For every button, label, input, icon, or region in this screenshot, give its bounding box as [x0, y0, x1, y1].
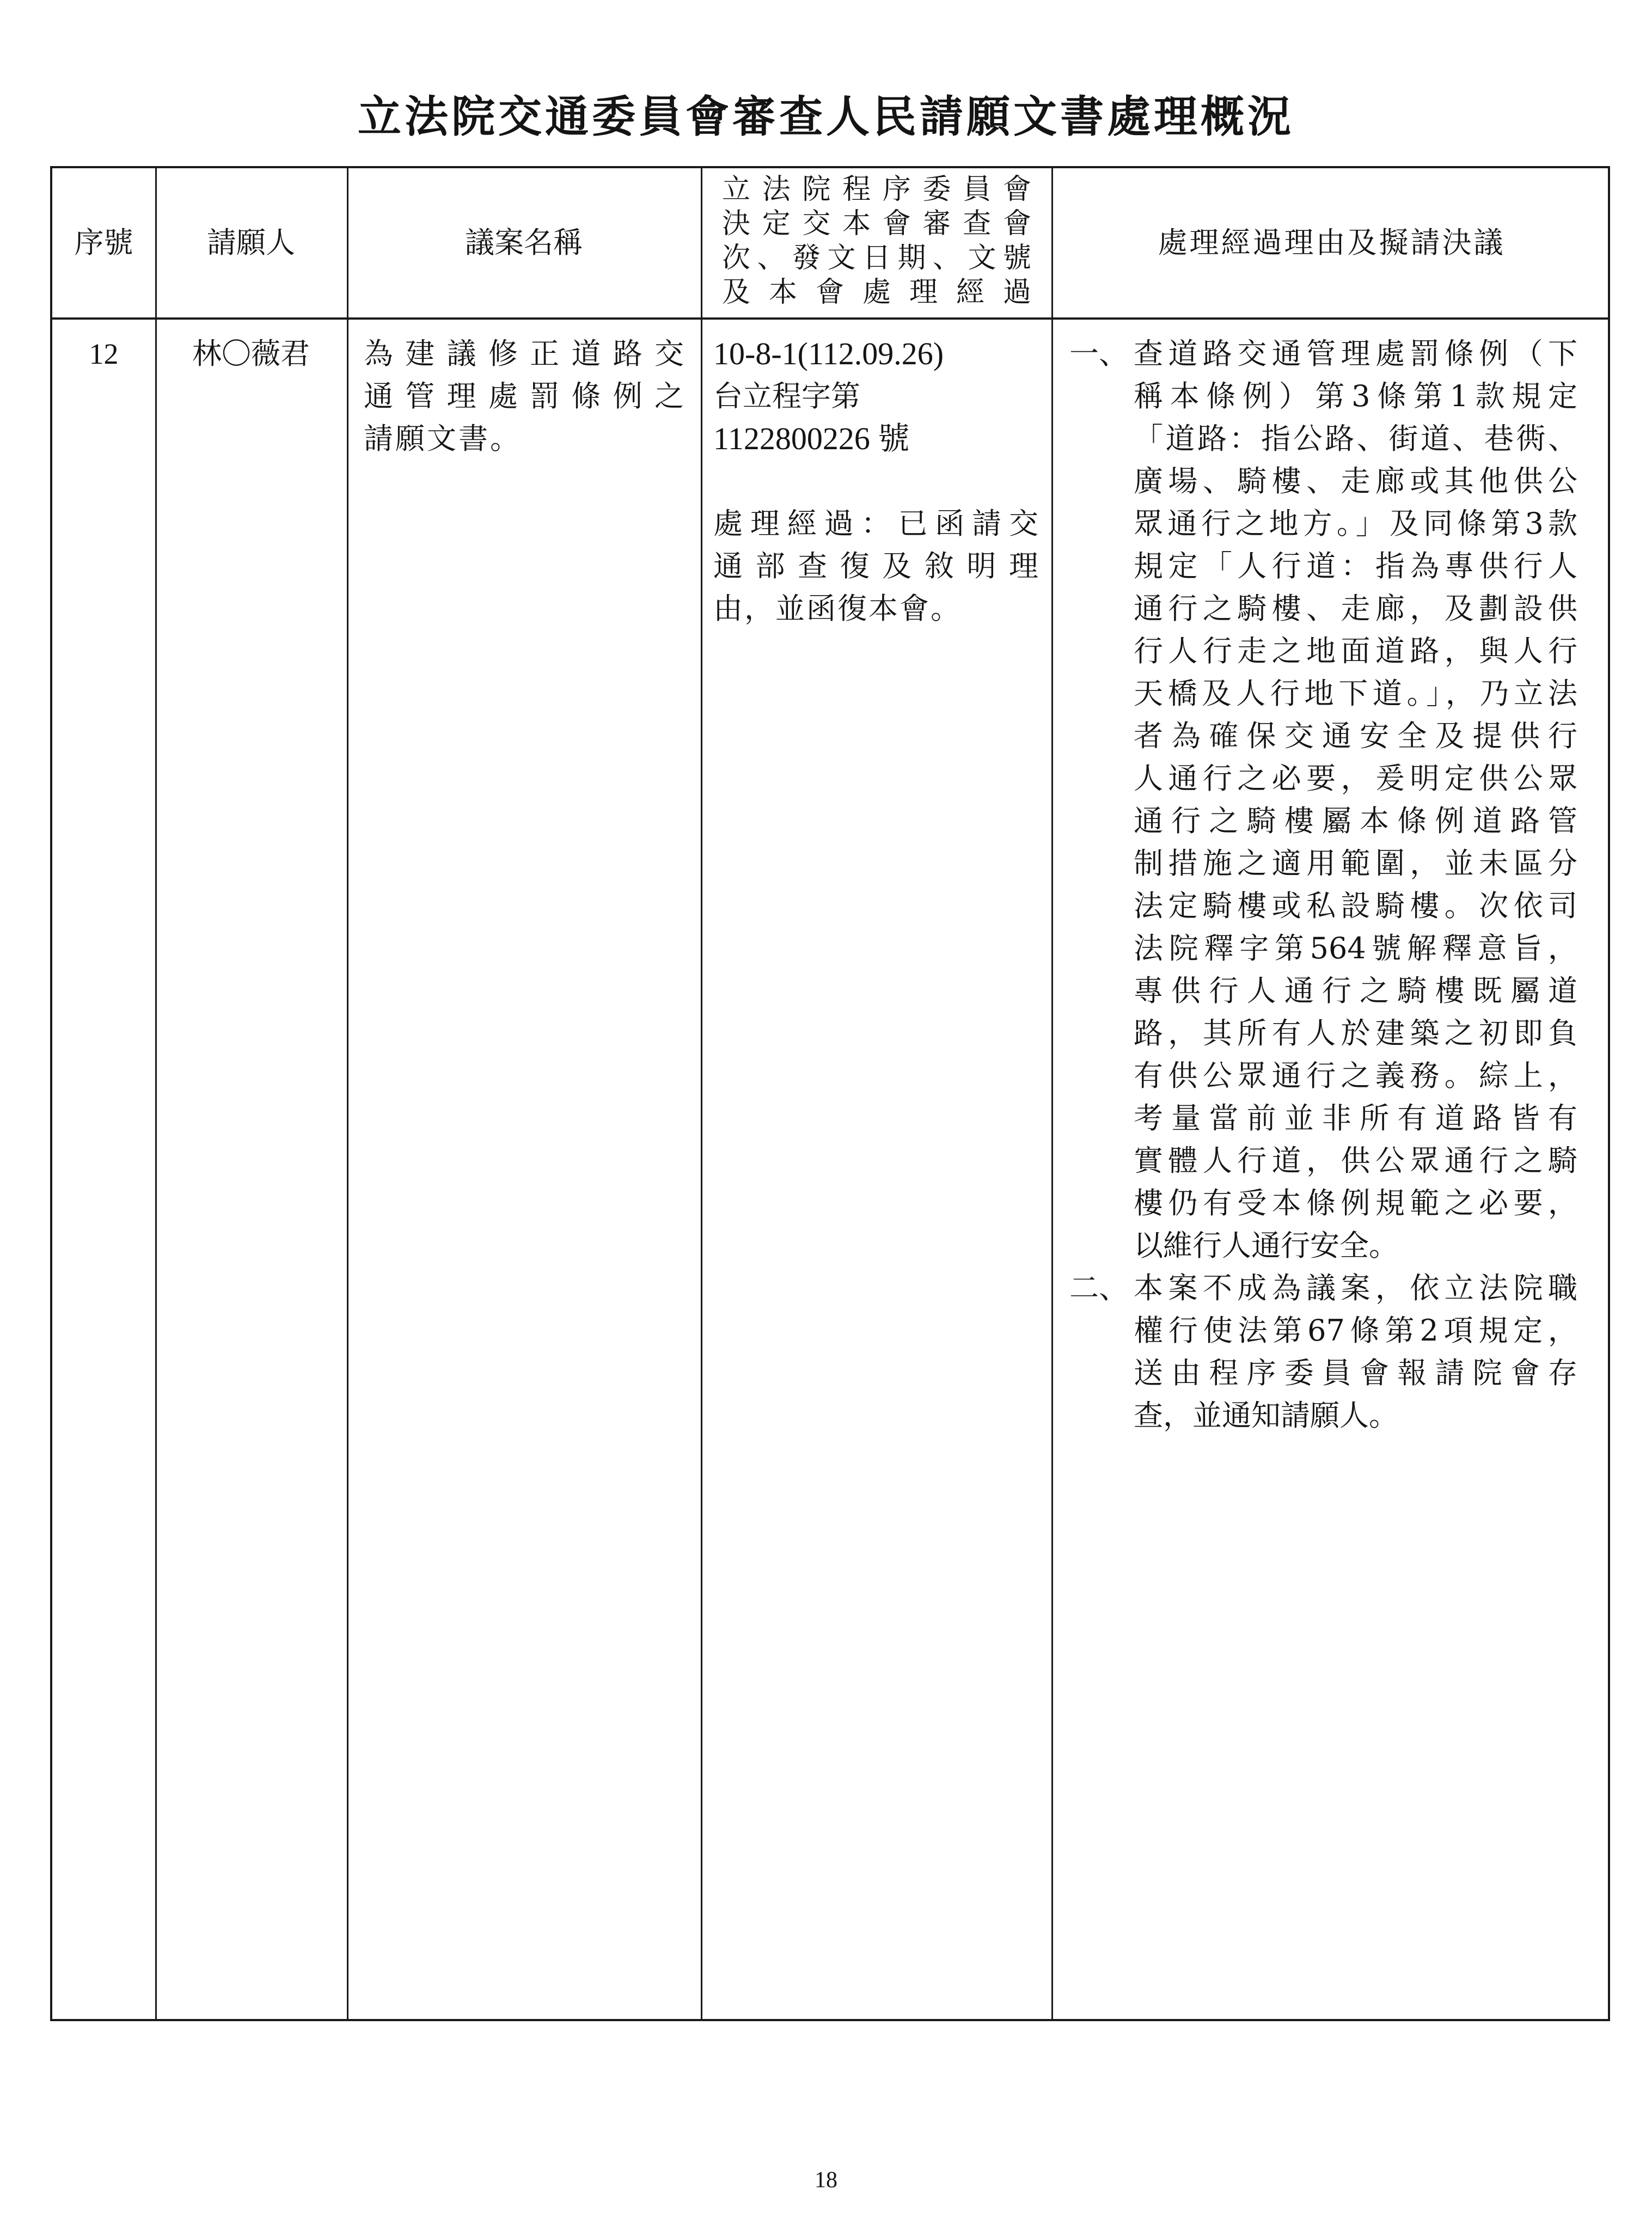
- column-divider: [701, 168, 702, 2019]
- process-note: [713, 503, 1040, 630]
- decision-line: 通行之騎樓屬本條例道路管: [1134, 804, 1577, 838]
- case-name-line: 為建議修正道路交: [364, 336, 686, 371]
- header-committee-line: 及本會處理經過: [722, 276, 1036, 309]
- row-petitioner: 林〇薇君: [192, 336, 310, 371]
- document-title: 立法院交通委員會審查人民請願文書處理概況: [358, 91, 1294, 142]
- committee-line: 1122800226 號: [713, 421, 910, 456]
- decision-line: 規定「人行道：指為專供行人: [1134, 549, 1577, 583]
- case-name-line: 通管理處罰條例之: [364, 379, 686, 413]
- decision-item-marker: 一、: [1069, 336, 1128, 371]
- header-committee-line: 立法院程序委員會: [722, 173, 1036, 206]
- decision-line: 稱本條例）第3條第1款規定: [1134, 379, 1577, 413]
- decision-line: 通行之騎樓、走廊，及劃設供: [1134, 591, 1577, 626]
- decision-line: 權行使法第67條第2項規定，: [1134, 1313, 1577, 1348]
- process-line: 處理經過：已函請交: [713, 506, 1040, 541]
- header-divider: [52, 317, 1608, 320]
- header-committee-line: 決定交本會審查會: [722, 207, 1036, 240]
- header-seq: 序號: [74, 225, 133, 260]
- header-committee-line: 次、發文日期、文號: [722, 242, 1036, 274]
- header-committee: [722, 173, 1036, 310]
- decision-line: 者為確保交通安全及提供行: [1134, 719, 1577, 753]
- decision-line: 專供行人通行之騎樓既屬道: [1134, 974, 1577, 1008]
- decision-line: 考量當前並非所有道路皆有: [1134, 1101, 1577, 1135]
- decision-line: 實體人行道，供公眾通行之騎: [1134, 1143, 1577, 1178]
- decision-line: 制措施之適用範圍，並未區分: [1134, 846, 1577, 880]
- row-case-name: [364, 333, 686, 460]
- decision-item-marker: 二、: [1069, 1271, 1128, 1305]
- decision-line: 「道路：指公路、街道、巷衖、: [1134, 421, 1577, 456]
- decision-line: 樓仍有受本條例規範之必要，: [1134, 1186, 1577, 1220]
- decision-line: 人通行之必要，爰明定供公眾: [1134, 761, 1577, 796]
- decision-line: 有供公眾通行之義務。綜上，: [1134, 1058, 1577, 1093]
- decision-line: 路，其所有人於建築之初即負: [1134, 1016, 1577, 1050]
- decision-item-body: [1134, 333, 1577, 1267]
- column-divider: [1051, 168, 1053, 2019]
- decision-line: 天橋及人行地下道。」，乃立法: [1134, 676, 1577, 711]
- header-case-name: 議案名稱: [465, 225, 583, 260]
- header-petitioner: 請願人: [207, 225, 295, 260]
- decision-line: 查，並通知請願人。: [1134, 1398, 1398, 1433]
- process-line: 通部查復及敘明理: [713, 549, 1040, 583]
- page-number: 18: [815, 2168, 837, 2193]
- decision-line: 送由程序委員會報請院會存: [1134, 1356, 1577, 1390]
- decision-line: 法院釋字第564號解釋意旨，: [1134, 931, 1577, 965]
- process-line: 由，並函復本會。: [713, 591, 962, 626]
- decision-line: 以維行人通行安全。: [1134, 1228, 1398, 1263]
- decision-item-body: [1134, 1267, 1577, 1437]
- decision-line: 本案不成為議案，依立法院職: [1134, 1271, 1577, 1305]
- decision-line: 法定騎樓或私設騎樓。次依司: [1134, 889, 1577, 923]
- row-committee: [713, 333, 1040, 630]
- petition-table: [50, 166, 1610, 2021]
- row-seq: 12: [89, 338, 119, 370]
- committee-line: 台立程字第: [713, 379, 860, 413]
- header-decision: 處理經過理由及擬請決議: [1158, 225, 1506, 260]
- decision-line: 廣場、騎樓、走廊或其他供公: [1134, 464, 1577, 498]
- committee-line: 10-8-1(112.09.26): [713, 336, 944, 371]
- column-divider: [347, 168, 348, 2019]
- decision-line: 行人行走之地面道路，與人行: [1134, 634, 1577, 668]
- column-divider: [155, 168, 157, 2019]
- decision-line: 查道路交通管理處罰條例（下: [1134, 336, 1577, 371]
- case-name-line: 請願文書。: [364, 421, 522, 456]
- decision-line: 眾通行之地方。」及同條第3款: [1134, 506, 1577, 541]
